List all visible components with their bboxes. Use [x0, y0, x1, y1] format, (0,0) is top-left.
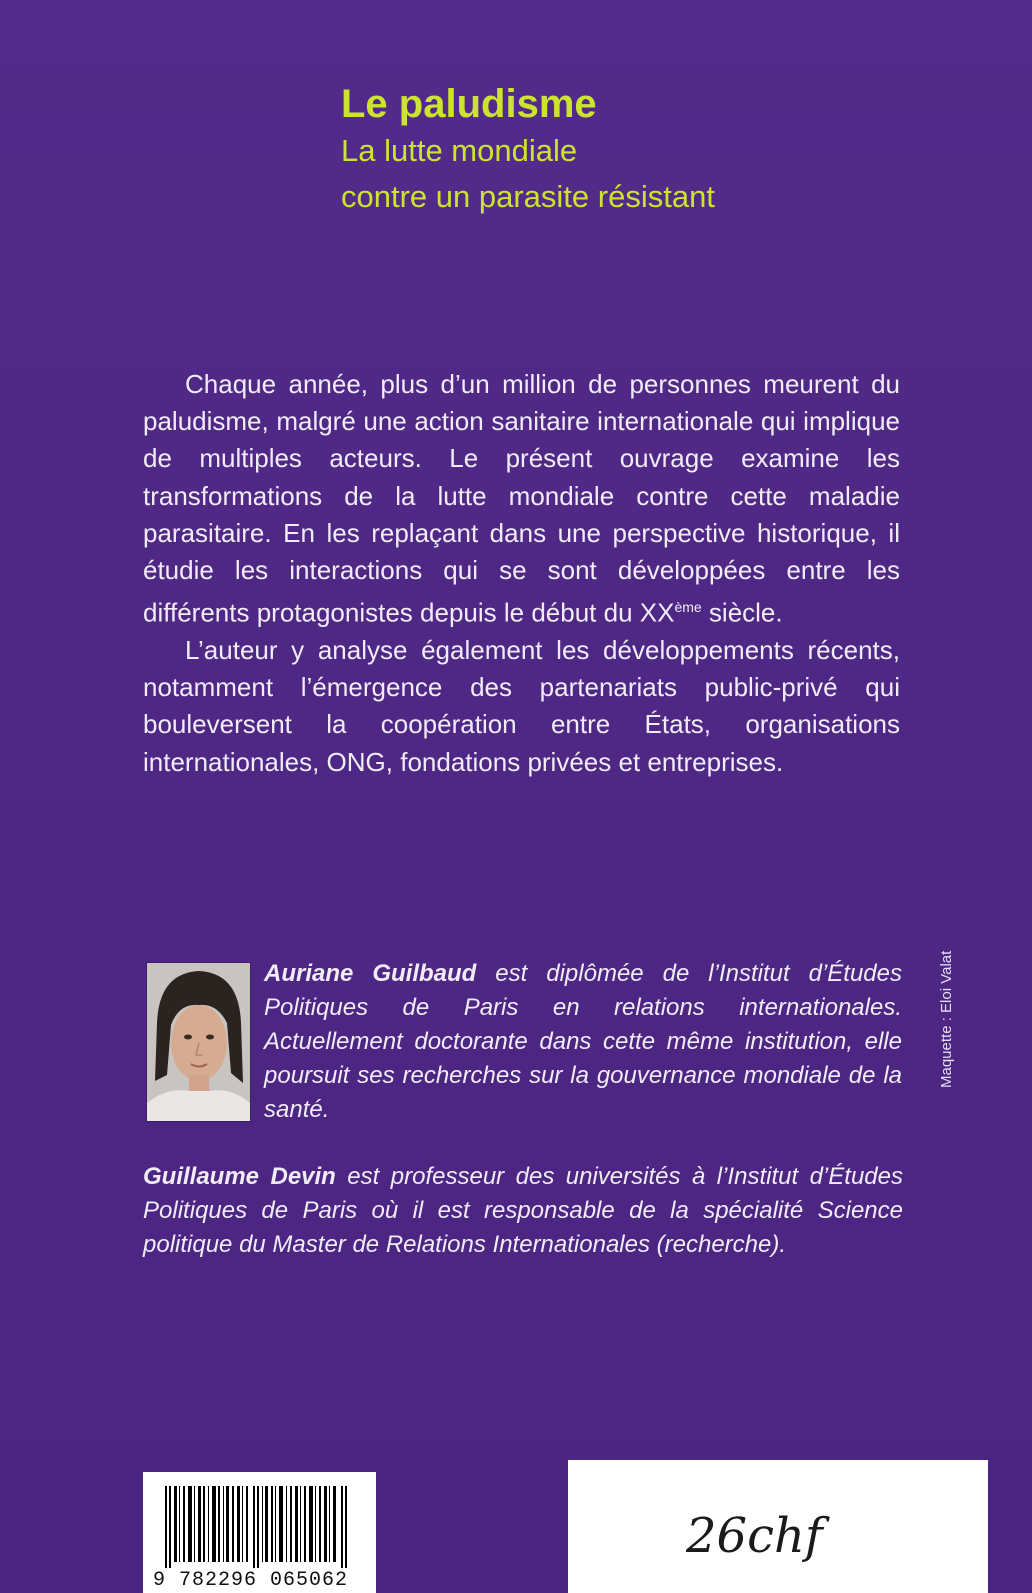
barcode: [143, 1472, 376, 1593]
author-photo: [146, 962, 251, 1122]
author-bio-2: [143, 1160, 903, 1262]
design-credit: Maquette : Eloi Valat: [938, 950, 955, 1088]
summary-paragraph-1: [143, 366, 900, 632]
summary-paragraph-1-end: siècle.: [701, 597, 783, 628]
title-block: [341, 80, 715, 220]
barcode-number: 9 782296 065062: [153, 1569, 349, 1592]
summary-paragraph-2: L’auteur y analyse également les développements récents, notamment l’émergence des partenariats public-privé qui bouleversent la coopération entre États, organisations internationales, ONG, fondations privées et entreprises.: [143, 635, 900, 777]
summary: [143, 366, 900, 781]
author-name-1: Auriane Guilbaud: [264, 960, 477, 987]
author-name-2: Guillaume Devin: [143, 1163, 336, 1190]
superscript-eme: ème: [674, 599, 702, 616]
book-title: Le paludisme: [341, 82, 597, 126]
author-bio-1-text: est diplômée de l’Institut d’Études Politiques de Paris en relations internationales. Actuellement doctorante dans cette même institution, elle poursuit ses recherches sur la gouvernance mondiale de la santé.: [264, 960, 902, 1123]
barcode-bars: [165, 1486, 355, 1568]
price-sticker: [568, 1460, 988, 1593]
author-bio-1: [264, 957, 902, 1127]
book-subtitle-line1: La lutte mondiale: [341, 133, 578, 168]
book-subtitle-line2: contre un parasite résistant: [341, 179, 715, 214]
summary-paragraph-1-text: Chaque année, plus d’un million de personnes meurent du paludisme, malgré une action sanitaire internationale qui implique de multiples acteurs. Le présent ouvrage examine les transformations de la lutte mondiale contre cette maladie parasitaire. En les replaçant dans une perspective historique, il étudie les interactions qui se sont développées entre les différents protagonistes depuis le début du XX: [143, 369, 900, 628]
author-bio-2-text: est professeur des universités à l’Institut d’Études Politiques de Paris où il est responsable de la spécialité Science politique du Master de Relations Internationales (recherche).: [143, 1163, 903, 1258]
handwritten-price: 26chf: [686, 1508, 823, 1564]
